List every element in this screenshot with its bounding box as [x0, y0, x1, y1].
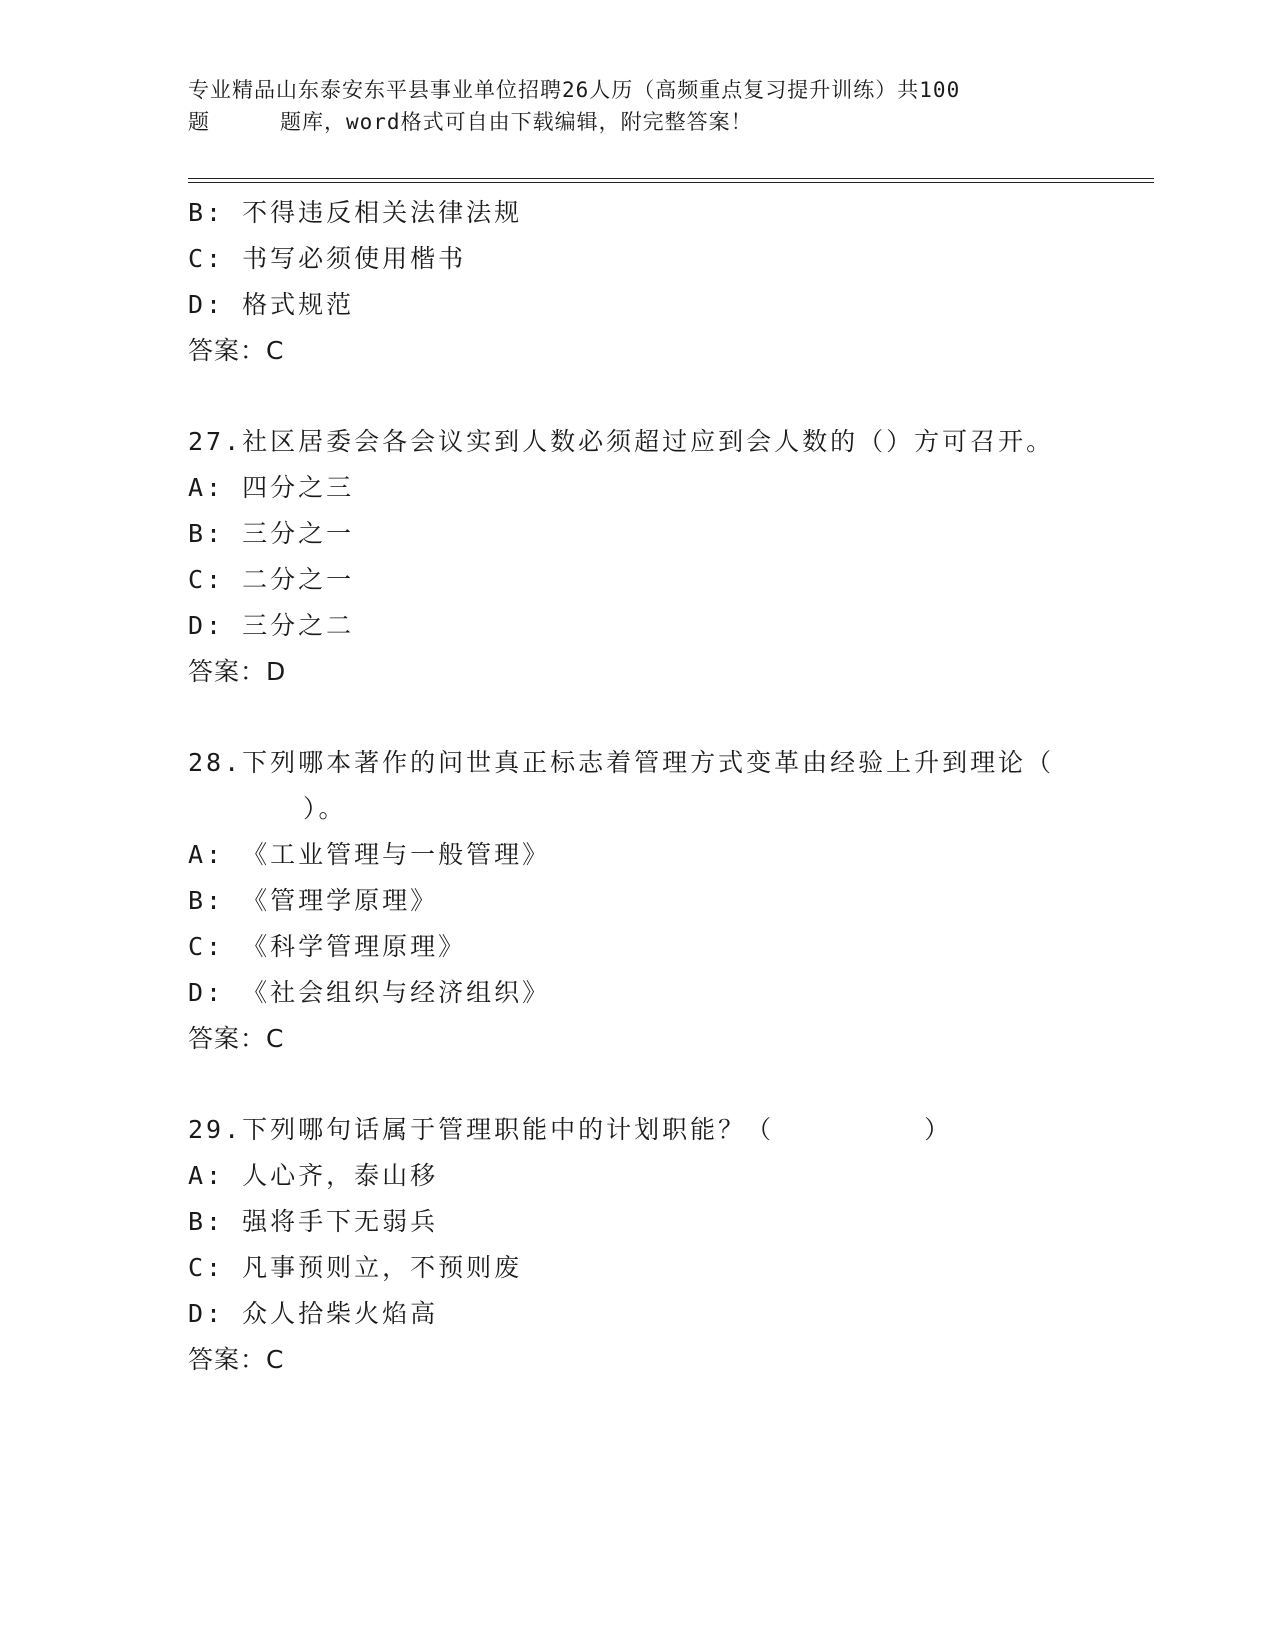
- answer: 答案：C: [188, 1345, 285, 1374]
- option-c: C: 凡事预则立，不预则废: [188, 1253, 523, 1282]
- header-rule-bottom: [188, 182, 1154, 183]
- option-a: A: 《工业管理与一般管理》: [188, 840, 551, 869]
- header-line-2: [188, 106, 1088, 138]
- option-b: B: 强将手下无弱兵: [188, 1207, 439, 1236]
- question-26-tail: [188, 190, 1088, 374]
- answer: 答案：D: [188, 657, 287, 686]
- answer: 答案：C: [188, 1024, 285, 1053]
- question-stem: 28.下列哪本著作的问世真正标志着管理方式变革由经验上升到理论（: [188, 748, 1055, 777]
- question-stem: [188, 1107, 1088, 1153]
- option-b: B: 《管理学原理》: [188, 886, 439, 915]
- document-header: [188, 74, 1088, 138]
- question-28: [188, 740, 1088, 1062]
- question-stem: 27.社区居委会各会议实到人数必须超过应到会人数的（）方可召开。: [188, 427, 1055, 456]
- question-stem-close: ）: [924, 1115, 953, 1144]
- answer: 答案：C: [188, 336, 285, 365]
- option-d: D: 《社会组织与经济组织》: [188, 978, 551, 1007]
- header-rule-top: [188, 178, 1154, 179]
- option-c: C: 《科学管理原理》: [188, 932, 467, 961]
- question-29: [188, 1107, 1088, 1383]
- option-d: D: 三分之二: [188, 611, 355, 640]
- question-stem-text: 29.下列哪句话属于管理职能中的计划职能？（: [188, 1115, 775, 1144]
- option-d: D: 众人拾柴火焰高: [188, 1299, 439, 1328]
- option-d: D: 格式规范: [188, 290, 355, 319]
- option-a: A: 人心齐，泰山移: [188, 1161, 439, 1190]
- header-line-2-a: 题: [188, 110, 210, 134]
- option-c: C: 书写必须使用楷书: [188, 244, 467, 273]
- header-line-2-b: 题库，word格式可自由下载编辑，附完整答案！: [280, 110, 753, 134]
- question-list: [188, 190, 1088, 1383]
- question-stem-continued: ）。: [303, 794, 347, 823]
- question-27: [188, 419, 1088, 695]
- header-line-1: 专业精品山东泰安东平县事业单位招聘26人历（高频重点复习提升训练）共100: [188, 78, 961, 102]
- option-b: B: 不得违反相关法律法规: [188, 198, 523, 227]
- option-b: B: 三分之一: [188, 519, 355, 548]
- option-c: C: 二分之一: [188, 565, 355, 594]
- option-a: A: 四分之三: [188, 473, 355, 502]
